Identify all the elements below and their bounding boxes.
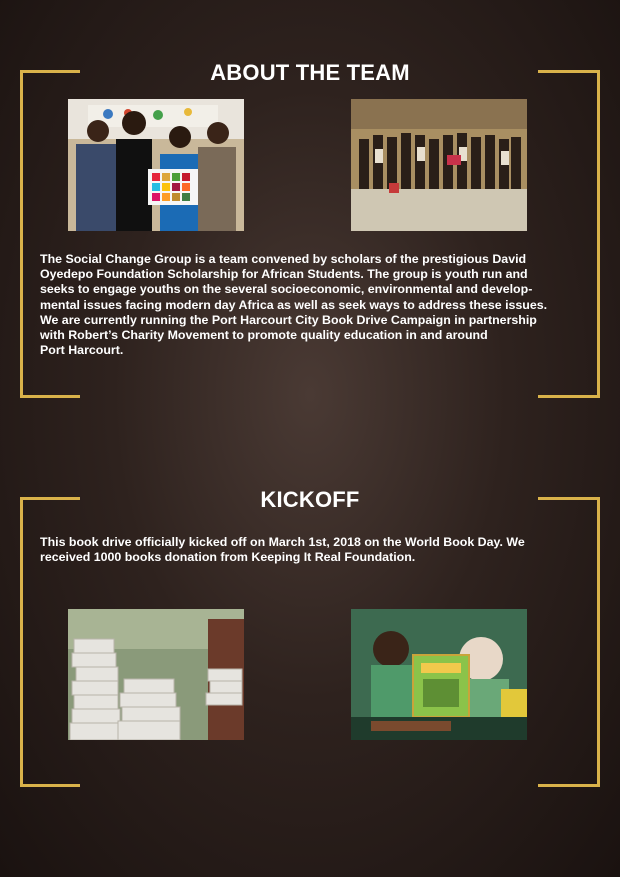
about-body	[40, 252, 600, 358]
about-line: The Social Change Group is a team convened by scholars of the prestigious David	[40, 252, 527, 266]
about-line: seeks to engage youths on the several socioeconomic, environmental and develop-	[40, 282, 533, 297]
about-line: Oyedepo Foundation Scholarship for African Students. The group is youth run and	[40, 267, 528, 282]
about-heading: ABOUT THE TEAM	[210, 60, 410, 85]
kickoff-heading: KICKOFF	[260, 487, 360, 512]
kickoff-line: This book drive officially kicked off on March 1st, 2018 on the World Book Day. We	[40, 535, 525, 549]
about-line: We are currently running the Port Harcourt City Book Drive Campaign in partnership	[40, 312, 537, 327]
kickoff-body	[40, 535, 600, 565]
about-line: Port Harcourt.	[40, 343, 124, 358]
team-photo-group	[68, 99, 244, 231]
about-line: with Robert’s Charity Movement to promote quality education in and around	[40, 328, 488, 343]
team-photo-crowd	[351, 99, 527, 231]
about-line: mental issues facing modern day Africa as well as seek ways to address these issues.	[40, 297, 548, 312]
kickoff-line: received 1000 books donation from Keeping It Real Foundation.	[40, 550, 416, 565]
books-stack-photo	[68, 609, 244, 740]
children-reading-photo	[351, 609, 527, 740]
